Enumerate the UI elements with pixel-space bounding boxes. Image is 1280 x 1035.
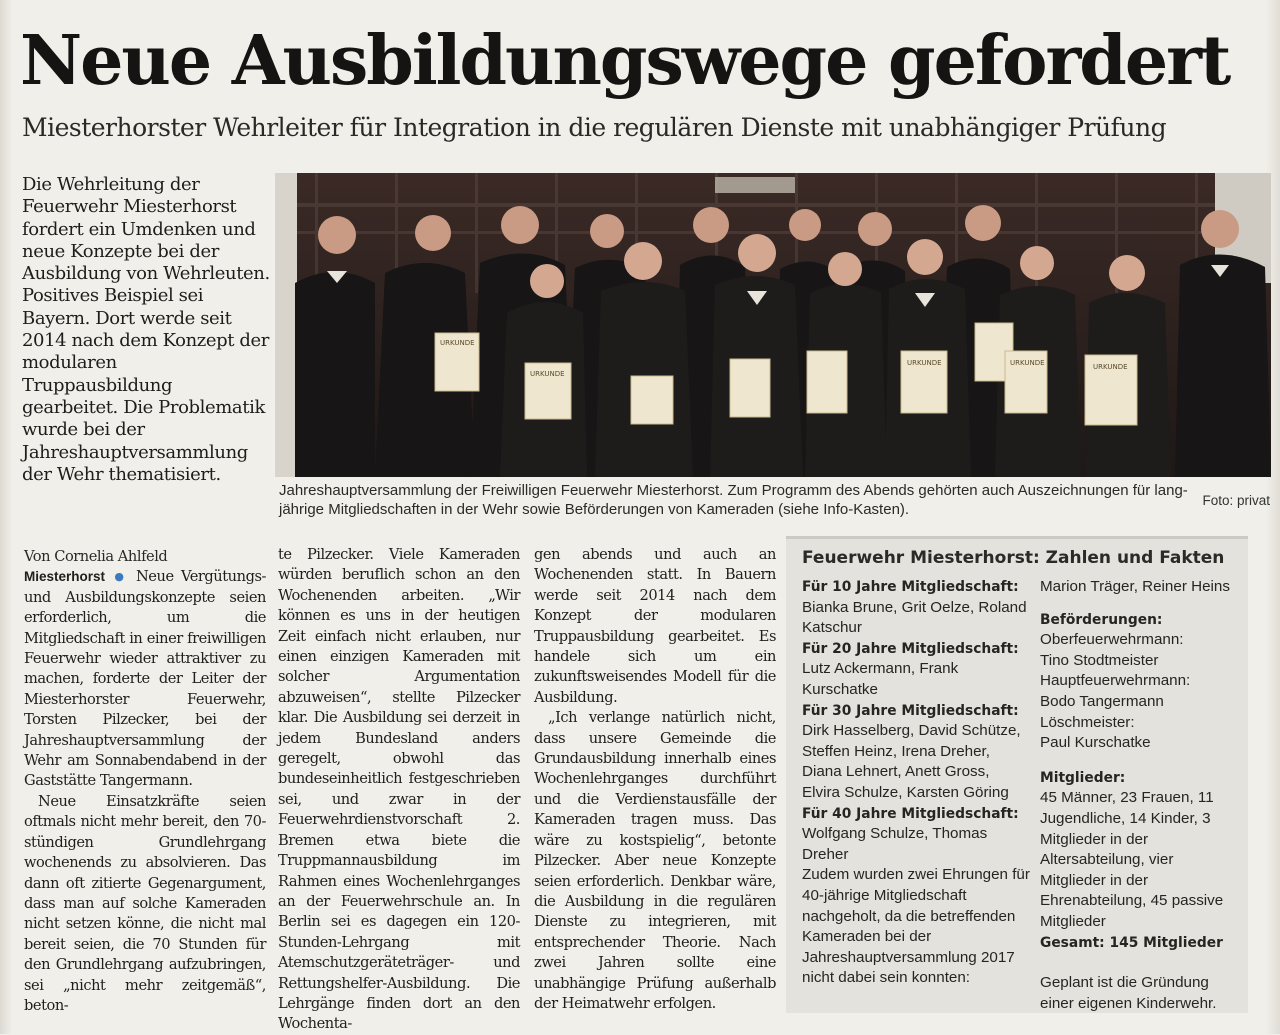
membership-30-label: Für 30 Jahre Mitgliedschaft: — [802, 702, 1019, 719]
group-photo — [275, 173, 1271, 477]
promotion-rank: Hauptfeuerwehrmann: — [1040, 672, 1191, 690]
body-paragraph: Neue Einsatzkräfte seien oftmals nicht mehr bereit, den 70-stündigen Grundlehrgang wochenends zu absolvieren. Das dann oft zitierte Gegenargument, dass man auf solche Kameraden nicht setzen könne, die nicht mal bereit seien, die 70 Stunden für den Grundlehrgang aufzubringen, sei „nicht mehr zeitgemäß“, beton- — [24, 792, 266, 1014]
dateline: Miesterhorst — [24, 569, 106, 585]
byline: Von Cornelia Ahlfeld — [24, 548, 168, 565]
members-text: 45 Männer, 23 Frauen, 11 Jugendliche, 14 Kinder, 3 Mitglieder in der Altersabteilung, vier Mitglieder in der Ehrenabteilung, 45 passive Mitglieder — [1040, 789, 1224, 930]
lead-paragraph: Die Wehrleitung der Feuerwehr Miesterhorst fordert ein Umdenken und neue Konzepte bei der Ausbildung von Wehrleuten. Positives Beispiel sei Bayern. Dort werde seit 2014 nach dem Konzept der modularen Truppausbildung gearbeitet. Die Problematik wurde bei der Jahreshauptversammlung der Wehr thematisiert. — [22, 174, 270, 485]
caption-line: jährige Mitgliedschaften in der Wehr sowie Beförderungen von Kameraden (siehe Info-Kasten). — [279, 501, 910, 518]
late-honour-names: Marion Träger, Reiner Heins — [1040, 578, 1230, 595]
membership-30-names: Dirk Hasselberg, David Schütze, Steffen Heinz, Irena Dreher, Diana Lehnert, Anett Gross, Elvira Schulze, Karsten Göring — [802, 722, 1021, 801]
certificate-label: URKUNDE — [907, 359, 942, 367]
info-box-title: Feuerwehr Miesterhorst: Zahlen und Fakten — [802, 548, 1225, 568]
promotion-name: Paul Kurschatke — [1040, 734, 1151, 752]
certificate-label: URKUNDE — [530, 370, 565, 378]
certificate-label: URKUNDE — [1093, 363, 1128, 371]
photo-credit: Foto: privat — [1202, 493, 1270, 508]
promotion-rank: Löschmeister: — [1040, 713, 1135, 731]
members-total: Gesamt: 145 Mitglieder — [1040, 934, 1223, 951]
body-paragraph: Neue Vergütungs- und Ausbildungskonzepte seien erforderlich, um die Mitgliedschaft in einer freiwilligen Feuerwehr wieder attraktiver zu machen, forderte der Leiter der Miesterhorster Feuerwehr, Torsten Pilzecker, bei der Jahreshauptversammlung der Wehr am Sonnabendabend in der Gaststätte Tangermann. — [24, 568, 266, 790]
page-gutter-left — [0, 0, 12, 1034]
membership-20-names: Lutz Ackermann, Frank Kurschatke — [802, 660, 959, 698]
members-label: Mitglieder: — [1040, 769, 1126, 786]
photo-caption — [279, 481, 1269, 519]
promotion-name: Bodo Tangermann — [1040, 692, 1164, 710]
body-paragraph: „Ich verlange natürlich nicht, dass unsere Gemeinde die Grundausbildung innerhalb eines Wochenlehrganges durchführt und die Verdienstausfälle der Kameraden tragen muss. Das wäre zu kostspielig“, betonte Pilzecker. Aber neue Konzepte seien erforderlich. Denkbar wäre, die Ausbildung in die regulären Dienste zu integrieren, mit entsprechender Theorie. Nach zwei Jahren sollte eine unabhängige Prüfung außerhalb der Heimatwehr erfolgen. — [534, 709, 776, 1012]
body-paragraph: te Pilzecker. Viele Kameraden würden beruflich schon an den Wochenenden arbeiten. „Wir können es uns in der heutigen Zeit einfach nicht erlauben, nur einen einzigen Kameraden mit solcher Argumentation abzuweisen“, stellte Pilzecker klar. Die Ausbildung sei derzeit in jedem Bundesland anders geregelt, obwohl das bundeseinheitlich festgeschrieben sei, und zwar in der Feuerwehrdienstvorschaft 2. Bremen etwa biete die Truppmannausbildung im Rahmen eines Wochenlehrganges an der Feuerwehrschule an. In Berlin sei es dagegen ein 120-Stunden-Lehrgang mit Atemschutzgeräteträger- und Rettungshelfer-Ausbildung. Die Lehrgänge finden dort an den Wochenta- — [278, 546, 520, 1033]
membership-40-names: Wolfgang Schulze, Thomas Dreher — [802, 825, 988, 863]
caption-line: Jahreshauptversammlung der Freiwilligen Feuerwehr Miesterhorst. Zum Programm des Abends gehörten auch Auszeichnungen für lang- — [279, 482, 1188, 499]
membership-10-label: Für 10 Jahre Mitgliedschaft: — [802, 579, 1019, 595]
bullet-icon: ● — [114, 570, 127, 584]
info-box-left-column — [802, 577, 1030, 989]
promotion-name: Tino Stodtmeister — [1040, 651, 1159, 669]
membership-40-note: Zudem wurden zwei Ehrungen für 40-jährige Mitgliedschaft nachgeholt, da die betreffenden Kameraden bei der Jahreshauptversammlung 2017 nicht dabei sein konnten: — [802, 866, 1030, 987]
membership-20-label: Für 20 Jahre Mitgliedschaft: — [802, 640, 1019, 657]
article-column-2 — [278, 545, 520, 1035]
info-box — [786, 536, 1248, 1013]
certificate-label: URKUNDE — [1010, 359, 1045, 367]
headline: Neue Ausbildungswege gefordert — [20, 21, 1230, 101]
membership-40-label: Für 40 Jahre Mitgliedschaft: — [802, 805, 1019, 822]
certificate-label: URKUNDE — [440, 339, 475, 347]
promotion-rank: Oberfeuerwehrmann: — [1040, 631, 1184, 649]
group-photo-illustration — [275, 173, 1271, 477]
body-paragraph: gen abends und auch an Wochenenden statt. In Bauern werde seit 2014 nach dem Konzept der modularen Truppausbildung gearbeitet. Es handele sich um ein zukunftsweisendes Modell für die Ausbildung. — [534, 546, 776, 706]
info-box-right-column — [1040, 577, 1240, 1014]
promotions-label: Beförderungen: — [1040, 611, 1163, 628]
planned-note: Geplant ist die Gründung einer eigenen Kinderwehr. — [1040, 974, 1217, 1012]
subheadline: Miesterhorster Wehrleiter für Integration in die regulären Dienste mit unabhängiger Prüfung — [22, 113, 1167, 142]
membership-10-names: Bianka Brune, Grit Oelze, Roland Katschur — [802, 598, 1027, 637]
article-column-3 — [534, 545, 776, 1014]
article-column-1 — [24, 547, 266, 1016]
